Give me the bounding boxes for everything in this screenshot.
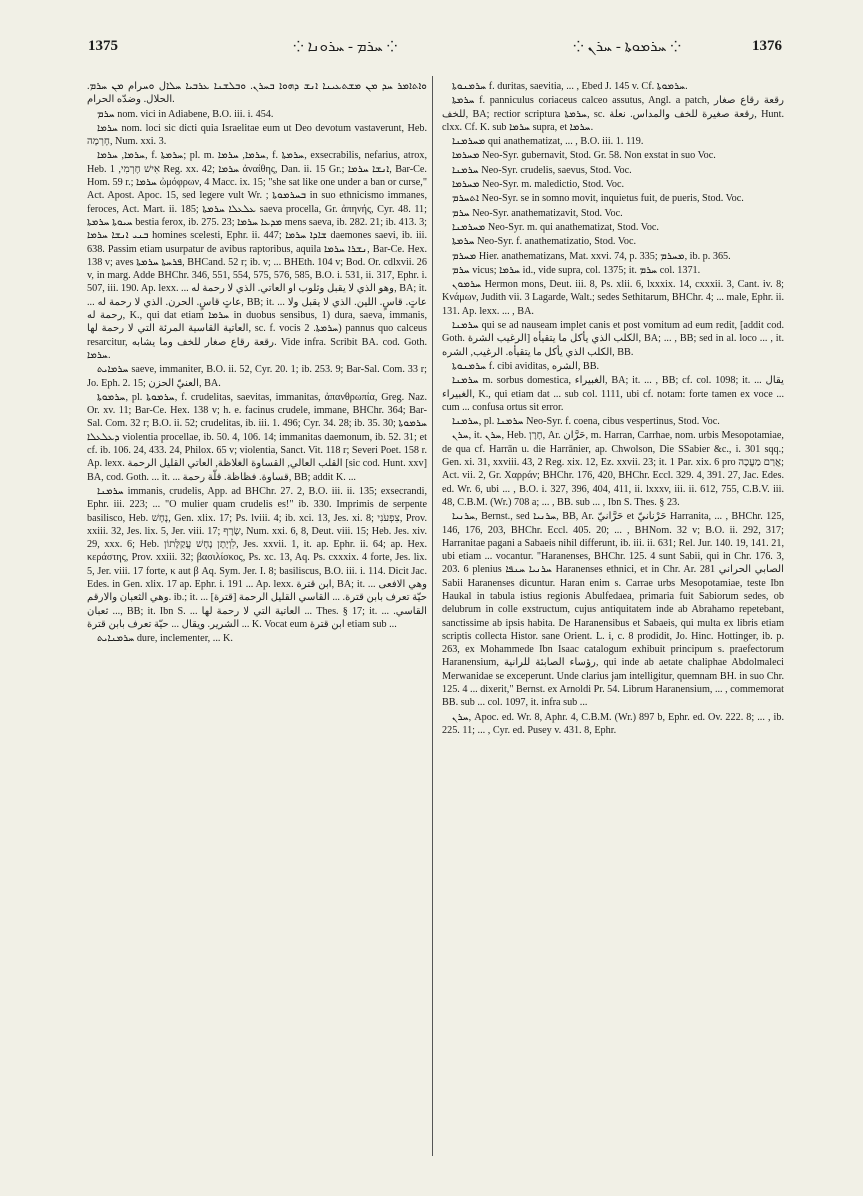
- dictionary-entry: ܚܪܡܢܐ immanis, crudelis, App. ad BHChr. 27. 2, B.O. iii. ii. 135; exsecrandi, Ephr. iii. 223; ... "O mulier quam crudelis es!" ib. 330. Imprimis de serpente basilisco, Heb. נָחָשׁ, Gen. xlix. 17; Ps. lviii. 4; ib. xci. 13, Jes. xi. 8; צִפְעֹנִי, Prov. xxiii. 32, Jes. lix. 5, Jer. viii. 17; שָׂרָף, Num. xxi. 6, 8, Deut. viii. 15; Heb. Jes. xiv. 29, xxx. 6; Heb. לִוְיָתָן נָחָשׁ עֲקַלָּתוֹן, Jes. xxvii. 1, it. ap. Ephr. ii. 64; ap. Hex. κεράστης, Prov. xxiii. 32; βασιλίσκος, Ps. xc. 13, Aq. Ps. cxxxix. 4 forte, Jes. lix. 5, Jer. viii. 17 forte, κ aut β Aq. Sym. Jer. I. 8; basiliscus, B.O. iii. i. 114. Dicit Jac. Edes. in Gen. xlix. 17 ap. Ephr. i. 191 ... Ap. lexx. ابن قترة, BA; it. ... وهي الافعى وهي الثعبان والارقم. ib.; it. ... [قترة] حيّة تعرف بابن قترة. ... القاسي القليل الرحمة ... ثعبان, BB; it. Ibn S. ... العاتية التي لا رحمة لها ... Thes. § 17; it. ... القاسي. الشرير. ويقال ... حيّة تعرف بابن قترة ... K. Vocat eum ابن قترة etiam sub ...: [87, 485, 427, 630]
- dictionary-entry: ܚܪܡ Neo-Syr. anathematizavit, Stod. Voc.: [452, 207, 623, 219]
- right-column: [442, 80, 784, 1170]
- dictionary-entry: ܚܪܡܐ, ܚܪܡܐ, f. ܚܪܡܬܐ; pl. m. ܚܪܡܐ, ܚܪܡܐ, f. ܚܪܡܬܐ, exsecrabilis, nefarius, atrox, Heb. אִישׁ חֶרְמִי, 1 Reg. xx. 42; ܚܪܡܐ ἀναίθης, Dan. ii. 15 Gr.; ܐܢܫܐ ܚܪܡܐ, Bar-Ce. Hom. 59 r.; ܚܪܡܐ ὠμόφρων, 4 Macc. ix. 15; "she sat like one under a ban or curse," Act. Apost. Apoc. 15, sed legere vult Wr. ; ܒܚܪܡܘܬܐ in suo ethnicismo immanes, feroces, Act. Mart. ii. 185; ܥܠܥܠܐ ܚܪܡܬܐ saeva procella, Gr. ἀπηνής, Cyr. 48. 11; ܚܝܘܬܐ ܚܪܡܬܐ bestia ferox, ib. 275. 23; ܡܕܥܐ ܚܪܡܐ mens saeva, ib. 282. 21; ib. 413. 3; ܒܢܝ ܐܢܫܐ ܚܪܡܐ homines scelesti, Ephr. ii. 447; ܫܐܕܐ ܚܪܡܐ daemones saevi, ib. iii. 638. Passim etiam usurpatur de avibus raptoribus, aquila ܢܫܪܐ ܚܪܡܐ, Bar-Ce. Hex. 138 v; aves ܦܪܚܬܐ ܚܪܡܬܐ, BHCand. 52 r; ib. v; ... BHEth. 104 v; Bod. Or. cdlxvii. 26 v, in marg. Adde BHChr. 346, 551, 554, 575, 576, 585, B.O. i. 531, ii. 317, Ephr. i. 507, iii. 190. Ap. lexx. ... وهو الذي لا يقبل وثلوب او العاتي. الذي لا رحمة له, BA; it. ... عاتٍ قاسٍ. الحرن. الذي لا رحمة له, BB; it. ... عاتٍ. قاسٍ. اللين. الذي لا يقبل ولا رحمة له, K., qui dat etiam ܚܪܡܐ in duobus sensibus, 1) dura, saeva, immanis, العاتية القاسية المرئة التي لا رحمة لها, sc. f. vocis ܚܪܡܬܐ. 2) pannus quo calceus resarcitur, رقعة رقاع صغار للخف وما يشابه. Vide infra. Scribit BA. cod. Goth. ܚܪܡܐ.: [87, 150, 427, 361]
- dictionary-entry: ܡܚܪܡܐ Neo-Syr. m. maledictio, Stod. Voc.: [452, 179, 625, 191]
- dictionary-entry: ܚܪܡܢܘܬܐ f. cibi aviditas, الشره, BB.: [452, 360, 600, 372]
- page-number-left: 1375: [88, 38, 118, 54]
- dictionary-entry: ܚܪܡ vicus; ܚܪܡܐ id., vide supra, col. 1375; it. ܚܪܡ col. 1371.: [452, 264, 701, 276]
- running-head-right: ⁘ ܚܪܡܘܬܐ - ܚܪܢ ⁘: [573, 39, 682, 55]
- dictionary-entry: ܚܪܢ, it. ܚܪܢ, Heb. חָרָן, Ar. حَرَّان, m. Harran, Carrhae, nom. urbis Mesopotamiae, de qua cf. Harrān u. die Harrānier, ap. Chwolson, Die SSabier &c., i. 301 sqq.; Gen. xi. 31, xxviii. 43, 2 Reg. xix. 12, Ez. xxvii. 23; it. 1 Par. xix. 6 pro אֲרַם מַעֲכָה; Act. vii. 2, Gr. Χαρράν; BHChr. 176, 420, BHChr. Eccl. 329. 4, 391. 27, Jac. Edes. ed. Wr. 6, ubi ... , B.O. i. 327, 396, 404, 411, ii. lxxxv, iii. ii. 612, 755, C.B.V. iii. 48, C.B.M. (Wr.) 708 a; ... , BB. sub ... , Ibn S. Thes. § 23.: [442, 430, 784, 508]
- dictionary-entry: ܚܪܢܝܐ, Bernst., sed ܚܪܢܝܐ, BB, Ar. حَرَّانيّ et حَرْنانيّ Harranita, ... , BHChr. 125, 146, 176, 203, BHChr. Eccl. 405. 20; ... , BHNom. 32 v; B.O. ii. 292, 317; Harranitae pagani a Sabaeis nihil differunt, ib. iii. ii. 631; Rel. Jur. 140. 19, 141. 21, ubi etiam ... vocantur. "Haranenses, BHChr. 125. 4 sunt Sabii, qui in Chr. 176. 3, 203. 6 plenius ܚܪܢܝܐ ܚܢܦܐ Haranenses ethnici, et in Chr. Ar. 281 الصابي الحراني Sabii Haranenses dicuntur. Haran enim s. Carrae urbs Mesopotamiae, teste Ibn Haukal in tabula istius regionis Abulfedaea, primaria fuit Sabiorum sedes, ob delubrum in colle exstructum, cujus antiquitatem inde ab Abrahamo repetebant, sanctissime ab ipsis habita. De Haranensibus et Sabaeis, qui multa ex libris etiam scriptis collecta Histor. sane Orient. L. i, c. 8 prodidit, Jo. Hinc. Hottinger, ib. p. 263, ex Mohammede Ibn Isaac catalogum exhibuit principum s. praefectorum Haranensium, رؤساء الصابئة للرانية, qui inde ab aetate chaliphae Abdolmaleci Merwanidae se exceperunt. Unde clarius jam intelligitur, quemnam BH. in suo Chr. 125. 4 ... dixerit," Bernst. ex Arnoldi Pr. 54. Librum Haranensium, ... , commemorat BB. sub ... col. 1097, it. infra sub ...: [442, 511, 784, 709]
- running-head-left: ⁘ ܚܪܡ - ܚܪܘܢܐ ⁘: [293, 39, 398, 55]
- dictionary-entry: ܚܪܡܢܐ, pl. ܚܪܡܢܐ Neo-Syr. f. coena, cibus vespertinus, Stod. Voc.: [452, 416, 720, 428]
- dictionary-entry: ܡܚܪܡܢܐ Neo-Syr. m. qui anathematizat, Stod. Voc.: [452, 221, 659, 233]
- left-column: [87, 80, 427, 1165]
- dictionary-entry: ܚܪܡܢܐ Neo-Syr. crudelis, saevus, Stod. Voc.: [452, 164, 632, 176]
- dictionary-entry: ܚܪܡ nom. vici in Adiabene, B.O. iii. i. 454.: [97, 108, 274, 120]
- dictionary-entry: ܡܚܪܡܢܐ qui anathematizat, ... , B.O. iii. 1. 119.: [452, 136, 644, 148]
- page-number-right: 1376: [752, 38, 782, 54]
- column-divider: [432, 76, 433, 1156]
- dictionary-entry: ܚܪܡܐ nom. loci sic dicti quia Israelitae eum ut Deo devotum vastaverunt, Heb. חָרְמָה, Num. xxi. 3.: [87, 122, 427, 148]
- dictionary-entry: ܚܪܢ, Apoc. ed. Wr. 8, Aphr. 4, C.B.M. (Wr.) 897 b, Ephr. ed. Ov. 222. 8; ... , ib. 225. 11; ... , Cyr. ed. Pusey v. 431. 8, Ephr.: [442, 711, 784, 736]
- dictionary-entry: ܚܪܡܢܘܬܐ f. duritas, saevitia, ... , Ebed J. 145 v. Cf. ܚܪܡܘܬܐ.: [452, 81, 688, 92]
- dictionary-entry: ܡܚܪܡܐ Neo-Syr. gubernavit, Stod. Gr. 58. Non exstat in suo Voc.: [452, 150, 716, 162]
- dictionary-entry: ܚܪܡܘܬܐ, pl. ܚܪܡܘܬܐ, f. crudelitas, saevitas, immanitas, ἀπανθρωπία, Greg. Naz. Or. xv. 11; Bar-Ce. Hex. 138 v; h. e. facinus crudele, immane, BHChr. 364; Bar-Sal. Com. 32 r; B.O. ii. 52; crudelitas, ib. iii. 1. 496; Cyr. 34. 28; ib. 35. 30; ܚܪܡܘܬܐ ܕܥܠܥܠܐ violentia procellae, ib. 50. 4, 106. 14; immanitas daemonum, ib. 52. 31; et cf. ib. 106. 24, 433. 24, Philox. 65 v; violentia, Sanct. Vit. 118 r; Severi Poet. 158 r. Ap. lexx. القلب العالي, القساوة الغلاظة, العاتي القليل الرحمة [sic cod. Hunt. xxv] BA, cod. Goth. ... it. ... قساوة. فظاظة. قلّة رحمة, BB; addit K. ...: [87, 391, 427, 483]
- dictionary-entry: ܚܪܡܘܢ Hermon mons, Deut. iii. 8, Ps. xlii. 6, lxxxix. 14, cxxxii. 3, Cant. iv. 8; Κνάμων, Judith vii. 3 Lagarde, Walt.; sedes Sethitarum, BHChr. 4; ... male, Ephr. ii. 131. Ap. lexx. ... , BA.: [442, 279, 784, 317]
- dictionary-entry: ܡܚܪܡ Hier. anathematizans, Mat. xxvi. 74, p. 335; ܡܚܪܡ, ib. p. 365.: [452, 250, 731, 262]
- dictionary-entry: ܚܪܡܢܐ m. sorbus domestica, الغبيراء, BA; it. ... , BB; cf. col. 1098; it. ... يقال الغبيراء, K., qui etiam dat ... sub col. 1111, ubi cf. notam: forte tamen ex voce ... cum ... confusa ortus sit error.: [442, 375, 784, 413]
- dictionary-entry: ܚܪܡܐܝܬ saeve, immaniter, B.O. ii. 52, Cyr. 20. 1; ib. 253. 9; Bar-Sal. Com. 33 r; Jo. Eph. 2. 15; العنيّ الحزن, BA.: [87, 364, 427, 389]
- dictionary-entry: ܘܐܬܐܡܪ ܚܕ ܡܢ ܡܫܬܥܝܢܐ ܐܢܫ ܕܗܘܐ ܒܚܪܢ. ܘܒܠܫܢܐ ܥܪܒܝܐ ܚܠܐل ܘܚرام ܡܢ ܚܪܡ. الحلال. وضدّه الحرام.: [87, 81, 427, 106]
- dictionary-entry: ܚܪܡܢܐܝܬ dure, inclementer, ... K.: [97, 633, 233, 645]
- page-header: [88, 38, 782, 62]
- dictionary-entry: ܚܪܡܢܐ qui se ad nauseam implet canis et post vomitum ad eum redit, [addit cod. Goth. الرغيب الشرة] الكلب الذي يأكل ما يتقيأه, BA; ... , BB; sed in al. loco ... , it. الكلب الذي يأكل ما يتقيأه. الرغيب, الشره, BB.: [442, 320, 784, 358]
- dictionary-entry: ܚܪܡܬܐ f. panniculus coriaceus calceo assutus, Angl. a patch, رقعة رقاع صغار للخف, BA; rectior scriptura ܚܪܡܬܐ, sc. رقعة صغيرة للخف والمداس. نعلة, Hunt. clxx. Cf. K. sub ܚܪܡܐ supra, et ܚܪܡܐ.: [442, 95, 784, 133]
- dictionary-entry: ܐܬܚܪܡ Neo-Syr. se in somno movit, inquietus fuit, de pueris, Stod. Voc.: [452, 193, 744, 205]
- dictionary-entry: ܚܪܡܬܐ Neo-Syr. f. anathematizatio, Stod. Voc.: [452, 236, 637, 248]
